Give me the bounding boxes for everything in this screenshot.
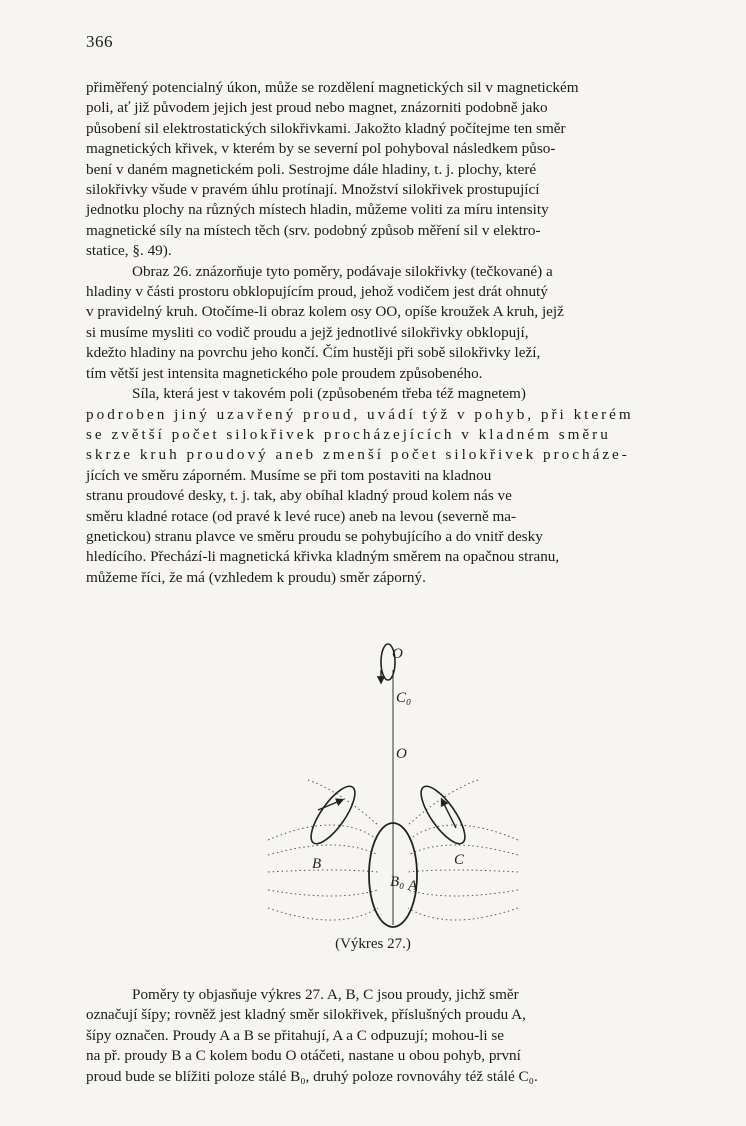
label-o-top: O [392, 646, 403, 662]
main-text [86, 78, 684, 588]
loop-c [414, 780, 473, 849]
text-line: směru kladné rotace (od pravé k levé ruce) aneb na levou (severně ma- [86, 507, 517, 525]
text-line: můžeme říci, že má (vzhledem k proudu) směr záporný. [86, 568, 426, 586]
text-line: Obraz 26. znázorňuje tyto poměry, podávaje silokřivky (tečkované) a [132, 262, 553, 280]
label-c: C [454, 852, 465, 868]
text-line: magnetických křivek, v kterém by se severní pol pohyboval následkem půso- [86, 140, 556, 158]
text-line: označují šípy; rovněž jest kladný směr silokřivek, příslušných proudu A, [86, 1006, 526, 1024]
label-a: A [408, 878, 418, 894]
label-b0: B₀ [390, 874, 405, 890]
current-loops-diagram [238, 640, 538, 940]
text-line: magnetické síly na místech těch (srv. podobný způsob měření sil v elektro- [86, 221, 541, 239]
text-line: gnetickou) stranu plavce ve směru proudu se pohybujícího a do vnitř desky [86, 527, 543, 545]
text-line: podroben jiný uzavřený proud, uvádí týž v pohyb, při kterém [86, 405, 634, 423]
text-line: Poměry ty objasňuje výkres 27. A, B, C jsou proudy, jichž směr [132, 986, 519, 1003]
paragraph-3 [86, 384, 684, 588]
bottom-text [86, 985, 684, 1087]
text-line: tím větší jest intensita magnetického pole proudem způsobeného. [86, 364, 483, 382]
text-line: kdežto hladiny na povrchu jeho končí. Čím hustěji při sobě silokřivky leží, [86, 344, 541, 362]
text-line: si musíme mysliti co vodič proudu a jejž jednotlivé silokřivky obklopují, [86, 323, 529, 341]
page-number: 366 [86, 32, 113, 51]
figure-caption: (Výkres 27.) [335, 936, 411, 952]
text-line: jících ve směru záporném. Musíme se při tom postaviti na kladnou [86, 466, 492, 484]
arrow-b [318, 800, 342, 810]
text-line: hledícího. Přechází-li magnetická křivka kladným směrem na opačnou stranu, [86, 548, 560, 566]
text-line: stranu proudové desky, t. j. tak, aby obíhal kladný proud kolem nás ve [86, 487, 512, 505]
label-o-mid: O [396, 746, 407, 762]
label-b: B [312, 856, 322, 872]
text-line: v pravidelný kruh. Otočíme-li obraz kolem osy OO, opíše kroužek A kruh, jejž [86, 303, 564, 321]
text-line: hladiny v části prostoru obklopujícím proud, jehož vodičem jest drát ohnutý [86, 283, 548, 301]
text-line: působení sil elektrostatických silokřivkami. Jakožto kladný počítejme ten směr [86, 119, 566, 137]
paragraph-4 [86, 985, 684, 1087]
paragraph-1 [86, 78, 684, 262]
text-line: skrze kruh proudový aneb zmenší počet silokřivek procháze- [86, 446, 630, 464]
text-line: bení v daném magnetickém poli. Sestrojme dále hladiny, t. j. plochy, které [86, 160, 537, 178]
text-line: na př. proudy B a C kolem bodu O otáčeti, nastane u obou pohyb, první [86, 1047, 521, 1065]
text-line: přiměřený potencialný úkon, může se rozdělení magnetických sil v magnetickém [86, 79, 579, 96]
text-line: statice, §. 49). [86, 242, 172, 260]
text-line: proud bude se blížiti poloze stálé B₀, druhý poloze rovnováhy též stálé C₀. [86, 1067, 538, 1085]
loop-b [304, 780, 363, 849]
text-line: jednotku plochy na různých místech hladin, můžeme voliti za míru intensity [86, 201, 549, 219]
text-line: Síla, která jest v takovém poli (způsobeném třeba též magnetem) [132, 385, 526, 403]
label-c0: C₀ [396, 690, 412, 706]
text-line: se zvětší počet silokřivek procházejících v kladném směru [86, 425, 611, 443]
text-line: poli, ať již původem jejich jest proud nebo magnet, znázorniti podobně jako [86, 99, 548, 117]
paragraph-2 [86, 262, 684, 384]
text-line: šípy označen. Proudy A a B se přitahují, A a C odpuzují; mohou-li se [86, 1026, 505, 1044]
text-line: silokřivky všude v pravém úhlu protínají. Množství silokřivek prostupující [86, 181, 540, 199]
